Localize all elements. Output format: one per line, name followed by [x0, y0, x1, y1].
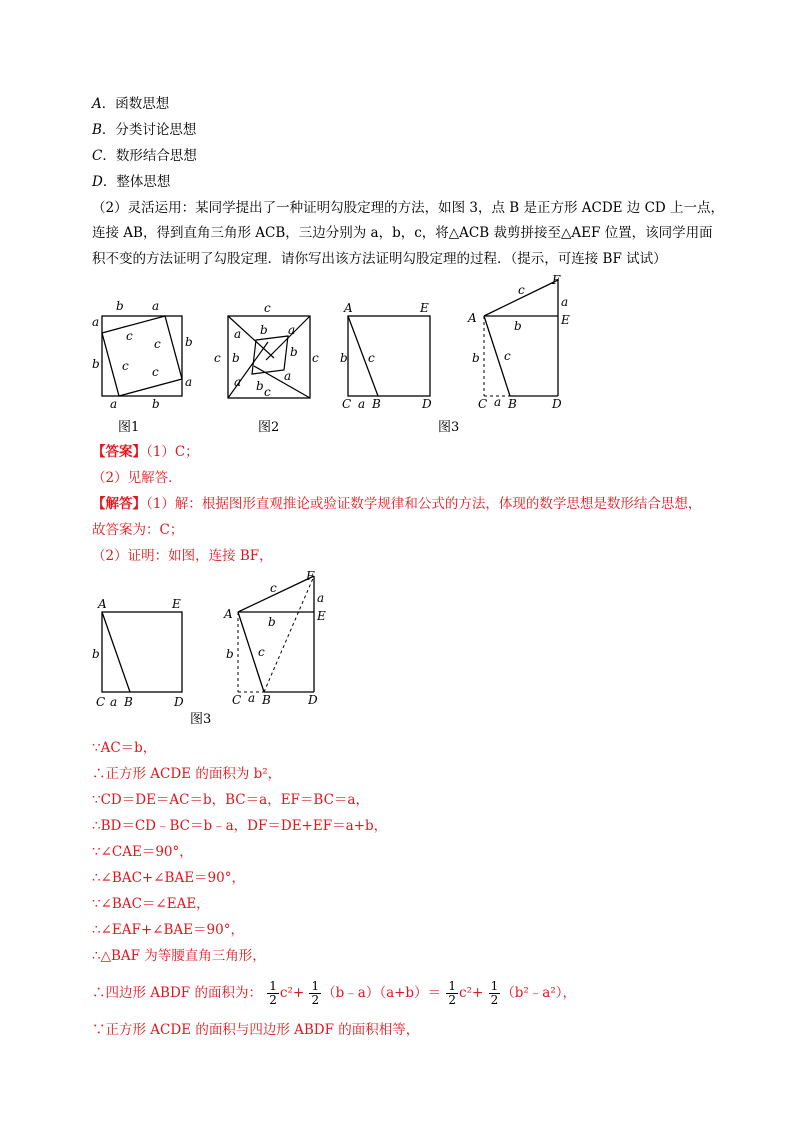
solution-figure-rotated — [222, 568, 332, 710]
svg-text:D: D — [308, 693, 318, 707]
solution-figure-square — [92, 594, 196, 710]
svg-text:a: a — [288, 323, 296, 337]
svg-text:c: c — [504, 349, 511, 363]
svg-text:C: C — [96, 695, 106, 709]
fraction-half: $\frac{1}{2}$ — [490, 979, 499, 1007]
svg-text:a: a — [92, 315, 100, 329]
svg-text:a: a — [152, 299, 160, 313]
proof-line-5: ∵∠CAE＝90°， — [92, 844, 193, 860]
svg-text:B: B — [124, 695, 133, 709]
area-formula: ∴四边形 ABDF 的面积为： $\frac{1}{2}$ c²+ $\frac{1}{2}$ （b﹣a）（a+b）＝ $\frac{1}{2}$ c²+ $\frac{1}{2}$ （b²﹣a²）， — [92, 979, 577, 1007]
svg-text:D: D — [552, 397, 562, 411]
svg-text:c: c — [518, 283, 525, 297]
svg-text:b: b — [268, 615, 276, 629]
svg-text:C: C — [232, 693, 242, 707]
proof-line-8: ∴∠EAF+∠BAE＝90°， — [92, 922, 244, 938]
svg-text:c: c — [126, 329, 133, 343]
svg-text:C: C — [342, 397, 352, 411]
svg-text:a: a — [561, 295, 569, 309]
svg-text:E: E — [172, 597, 181, 611]
svg-text:c: c — [270, 581, 277, 595]
question2-line2: 连接 AB，得到直角三角形 ACB，三边分别为 a，b，c，将△ACB 裁剪拼接至△AEF 位置，该同学用面 — [92, 225, 713, 241]
answer-1: 【答案】（1）C； — [92, 444, 199, 460]
svg-text:b: b — [256, 379, 264, 393]
option-a: A．函数思想 — [92, 96, 170, 112]
svg-text:D: D — [422, 397, 432, 411]
svg-text:E: E — [561, 313, 570, 327]
svg-text:C: C — [478, 397, 488, 411]
svg-text:A: A — [468, 311, 477, 325]
proof-last-line: ∵正方形 ACDE 的面积与四边形 ABDF 的面积相等， — [92, 1022, 420, 1038]
option-b: B．分类讨论思想 — [92, 122, 197, 138]
svg-text:b: b — [290, 345, 298, 359]
svg-text:c: c — [312, 351, 319, 365]
svg-text:b: b — [152, 397, 160, 411]
solution-2: 故答案为：C； — [92, 522, 184, 538]
svg-text:b: b — [472, 351, 480, 365]
svg-text:E: E — [420, 301, 429, 315]
svg-text:a: a — [494, 395, 502, 409]
svg-text:a: a — [317, 591, 325, 605]
svg-text:c: c — [154, 337, 161, 351]
svg-text:b: b — [116, 299, 124, 313]
option-c: C．数形结合思想 — [92, 148, 197, 164]
svg-text:b: b — [260, 323, 268, 337]
figure-3 — [338, 298, 448, 414]
svg-text:c: c — [214, 351, 221, 365]
svg-text:F: F — [306, 569, 315, 583]
option-d: D．整体思想 — [92, 174, 171, 190]
svg-text:b: b — [232, 351, 240, 365]
svg-text:c: c — [152, 365, 159, 379]
figure-3-caption: 图3 — [438, 420, 460, 435]
svg-text:B: B — [508, 397, 517, 411]
svg-text:A: A — [224, 607, 233, 621]
svg-text:a: a — [110, 397, 118, 411]
svg-text:B: B — [262, 693, 271, 707]
question2-line1: （2）灵活运用：某同学提出了一种证明勾股定理的方法，如图 3，点 B 是正方形 ACDE 边 CD 上一点， — [92, 200, 725, 216]
svg-text:a: a — [185, 375, 193, 389]
svg-text:a: a — [248, 691, 256, 705]
proof-line-3: ∵CD＝DE＝AC＝b，BC＝a，EF＝BC＝a， — [92, 792, 369, 808]
svg-text:a: a — [110, 695, 118, 709]
figure-1-caption: 图1 — [118, 420, 140, 435]
figure-1 — [92, 296, 196, 414]
svg-text:c: c — [258, 645, 265, 659]
svg-text:a: a — [234, 375, 242, 389]
svg-text:c: c — [122, 359, 129, 373]
svg-text:a: a — [234, 327, 242, 341]
svg-text:B: B — [372, 397, 381, 411]
figure-2 — [214, 300, 324, 404]
svg-text:c: c — [368, 351, 375, 365]
svg-text:b: b — [514, 319, 522, 333]
fraction-half: $\frac{1}{2}$ — [448, 979, 457, 1007]
svg-text:b: b — [226, 647, 234, 661]
proof-line-2: ∴正方形 ACDE 的面积为 b²， — [92, 766, 282, 782]
svg-text:A: A — [344, 301, 353, 315]
fraction-half: $\frac{1}{2}$ — [269, 979, 277, 1007]
figure-2-caption: 图2 — [258, 420, 280, 435]
svg-text:b: b — [92, 357, 100, 371]
proof-line-6: ∴∠BAC+∠BAE＝90°， — [92, 870, 245, 886]
proof-line-4: ∴BD＝CD﹣BC＝b﹣a，DF＝DE+EF＝a+b， — [92, 818, 388, 834]
answer-2: （2）见解答． — [92, 470, 182, 486]
solution-3: （2）证明：如图，连接 BF， — [92, 548, 273, 564]
proof-line-7: ∵∠BAC＝∠EAE， — [92, 896, 210, 912]
svg-text:a: a — [284, 369, 292, 383]
solution-figure-caption: 图3 — [190, 712, 212, 727]
svg-text:E: E — [317, 609, 326, 623]
svg-text:c: c — [264, 301, 271, 315]
proof-line-1: ∵AC＝b， — [92, 740, 157, 756]
svg-text:b: b — [185, 335, 193, 349]
figure-3-variant — [466, 272, 576, 414]
svg-text:b: b — [92, 647, 100, 661]
solution-1: 【解答】（1）解：根据图形直观推论或验证数学规律和公式的方法，体现的数学思想是数形结合思想， — [92, 496, 702, 512]
fraction-half: $\frac{1}{2}$ — [311, 979, 320, 1007]
svg-text:a: a — [358, 397, 366, 411]
question2-line3: 积不变的方法证明了勾股定理．请你写出该方法证明勾股定理的过程．（提示，可连接 BF 试试） — [92, 251, 667, 267]
svg-text:b: b — [340, 351, 348, 365]
svg-text:A: A — [98, 597, 107, 611]
svg-text:D: D — [174, 695, 184, 709]
svg-text:c: c — [264, 385, 271, 399]
proof-line-9: ∴△BAF 为等腰直角三角形， — [92, 948, 266, 964]
svg-text:F: F — [552, 273, 561, 287]
